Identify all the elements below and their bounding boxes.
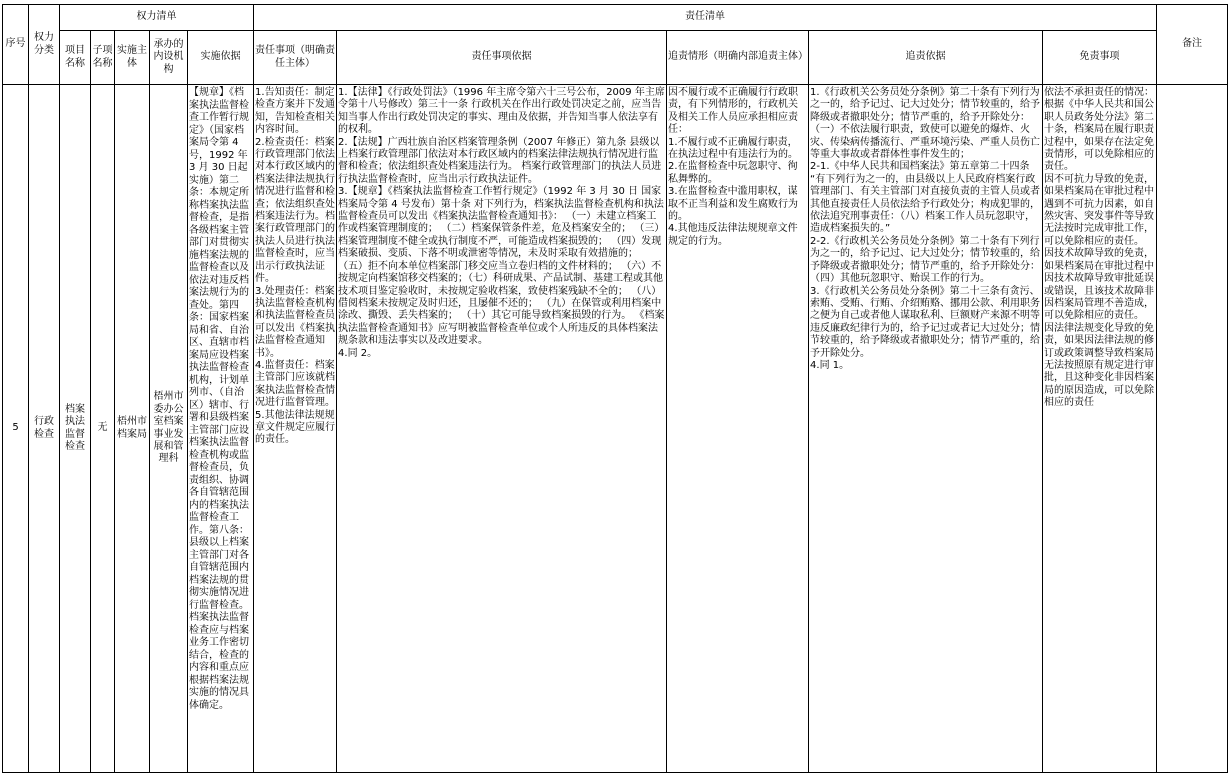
cell-responsibility-basis: 1.【法律】《行政处罚法》（1996 年主席令第六十三号公布，2009 年主席令第十八号修改）第三十一条 行政机关在作出行政处罚决定之前，应当告知当事人作出行政处罚决定的事实、理由及依据，并告知当事人依法享有的权利。 2.【法规】广西壮族自治区档案管理条例（2007 年修正）第九条 县级以上档案行政管理部门依法对本行政区域内的档案法律法规执行情况进行监督和检查；依法组织查处档案违法行为。 档案行政管理部门的执法人员进行执法监督检查时，应当出示行政执法证件。 3.【规章】《档案执法监督检查工作暂行规定》（1992 年 3 月 30 日 国家档案局令第 4 号发布）第十条 对下列行为，档案执法监督检查机构和执法监督检查员可以发出《档案执法监督检查通知书》： （一）未建立档案工作或档案管理制度的； （二）档案保管条件差，危及档案安全的； （三）档案管理制度不健全或执行制度不严，可能造成档案损毁的； （四）发现档案破损、变质、下落不明或泄密等情况，未及时采取有效措施的； （五）拒不向本单位档案部门移交应当立卷归档的文件材料的； （六）不按规定向档案馆移交档案的；（七）科研成果、产品试制、基建工程或其他技术项目鉴定验收时，未按规定验收档案，致使档案残缺不全的； （八）借阅档案未按规定及时归还，且屡催不还的； （九）在保管或利用档案中涂改、撕毁、丢失档案的； （十）其它可能导致档案损毁的行为。 《档案执法监督检查通知书》应写明被监督检查单位或个人所违反的具体档案法规条款和违法事实以及改进要求。 4.同 2。 [337,85,667,773]
cell-accountability-cases: 因不履行或不正确履行行政职责，有下列情形的，行政机关及相关工作人员应承担相应责任： 1.不履行或不正确履行职责，在执法过程中有违法行为的。 2.在监督检查中玩忽职守、徇私舞弊的。 3.在监督检查中滥用职权，谋取不正当利益和发生腐败行为的。 4.其他违反法律法规规章文件规定的行为。 [667,85,809,773]
header-power-category: 权力分类 [29,5,60,85]
cell-basis: 【规章】《档案执法监督检查工作暂行规定》（国家档案局令第 4 号，1992 年 3 月 30 日起实施）第二条：本规定所称档案执法监督检查，是指各级档案主管部门对贯彻实施档案法规的监督检查以及依法对违反档案法规行为的查处。第四条：国家档案局和省、自治区、直辖市档案局应设档案执法监督检查机构，计划单列市、（自治区）辖市、行署和县级档案主管部门应设档案执法监督检查机构或监督检查员，负责组织、协调各自管辖范围内的档案执法监督检查工作。第八条：县级以上档案主管部门对各自管辖范围内档案法规的贯彻实施情况进行监督检查。档案执法监督检查应与档案业务工作密切结合，检查的内容和重点应根据档案法规实施的情况具体确定。 [188,85,254,773]
header-undertaking-unit: 承办的内设机构 [150,31,188,85]
header-implementing-body: 实施主体 [115,31,150,85]
header-remarks: 备注 [1157,5,1228,85]
cell-serial: 5 [3,85,29,773]
cell-sub-item-name: 无 [91,85,115,773]
header-responsibility-basis: 责任事项依据 [337,31,667,85]
header-row-1 [3,5,1228,31]
cell-exemption: 依法不承担责任的情况：根据《中华人民共和国公职人员政务处分法》第二十条，档案局在履行职责过程中，如果存在法定免责情形，可以免除相应的责任。 因不可抗力导致的免责，如果档案局在审批过程中遇到不可抗力因素，如自然灾害、突发事件等导致无法按时完成审批工作，可以免除相应的责任。 因技术故障导致的免责，如果档案局在审批过程中因技术故障导致审批延误或错误，且该技术故障非因档案局管理不善造成，可以免除相应的责任。 因法律法规变化导致的免责，如果因法律法规的修订或政策调整导致档案局无法按照原有规定进行审批，且这种变化非因档案局的原因造成，可以免除相应的责任 [1043,85,1157,773]
cell-accountability-basis: 1.《行政机关公务员处分条例》第二十条有下列行为之一的，给予记过、记大过处分；情节较重的，给予降级或者撤职处分；情节严重的，给予开除处分：（一）不依法履行职责，致使可以避免的爆炸、火灾、传染病传播流行、严重环境污染、严重人员伤亡等重大事故或者群体性事件发生的； 2-1.《中华人民共和国档案法》第五章第二十四条 “有下列行为之一的，由县级以上人民政府档案行政管理部门、有关主管部门对直接负责的主管人员或者其他直接责任人员依法给予行政处分；构成犯罪的，依法追究刑事责任：（八）档案工作人员玩忽职守，造成档案损失的。” 2-2.《行政机关公务员处分条例》第二十条有下列行为之一的，给予记过、记大过处分；情节较重的，给予降级或者撤职处分；情节严重的，给予开除处分：（四）其他玩忽职守、贻误工作的行为。 3.《行政机关公务员处分条例》第二十三条有贪污、索贿、受贿、行贿、介绍贿赂、挪用公款、利用职务之便为自己或者他人谋取私利、巨额财产来源不明等违反廉政纪律行为的，给予记过或者记大过处分；情节较重的，给予降级或者撤职处分；情节严重的，给予开除处分。 4.同 1。 [809,85,1043,773]
header-responsibility-list: 责任清单 [254,5,1157,31]
header-project-name: 项目名称 [60,31,91,85]
header-row-2 [3,31,1228,85]
header-responsibility-items: 责任事项（明确责任主体） [254,31,337,85]
cell-remarks [1157,85,1228,773]
cell-project-name: 档案执法监督检查 [60,85,91,773]
header-sub-item-name: 子项名称 [91,31,115,85]
header-power-list: 权力清单 [60,5,254,31]
header-basis: 实施依据 [188,31,254,85]
header-serial: 序号 [3,5,29,85]
cell-undertaking-unit: 梧州市委办公室档案事业发展和管理科 [150,85,188,773]
cell-implementing-body: 梧州市档案局 [115,85,150,773]
table-row [3,85,1228,773]
cell-power-category: 行政检查 [29,85,60,773]
cell-responsibility-items: 1.告知责任：制定检查方案并下发通知，告知检查相关内容时间。 2.检查责任：档案行政管理部门依法对本行政区域内的档案法律法规执行情况进行监督和检查；依法组织查处档案违法行为。档案行政管理部门的执法人员进行执法监督检查时，应当出示行政执法证件。 3.处理责任：档案执法监督检查机构和执法监督检查员可以发出《档案执法监督检查通知书》。 4.监督责任：档案主管部门应该就档案执法监督检查情况进行监督管理。 5.其他法律法规规章文件规定应履行的责任。 [254,85,337,773]
header-accountability-basis: 追责依据 [809,31,1043,85]
header-exemption: 免责事项 [1043,31,1157,85]
responsibility-table [2,4,1228,773]
header-accountability-cases: 追责情形（明确内部追责主体） [667,31,809,85]
